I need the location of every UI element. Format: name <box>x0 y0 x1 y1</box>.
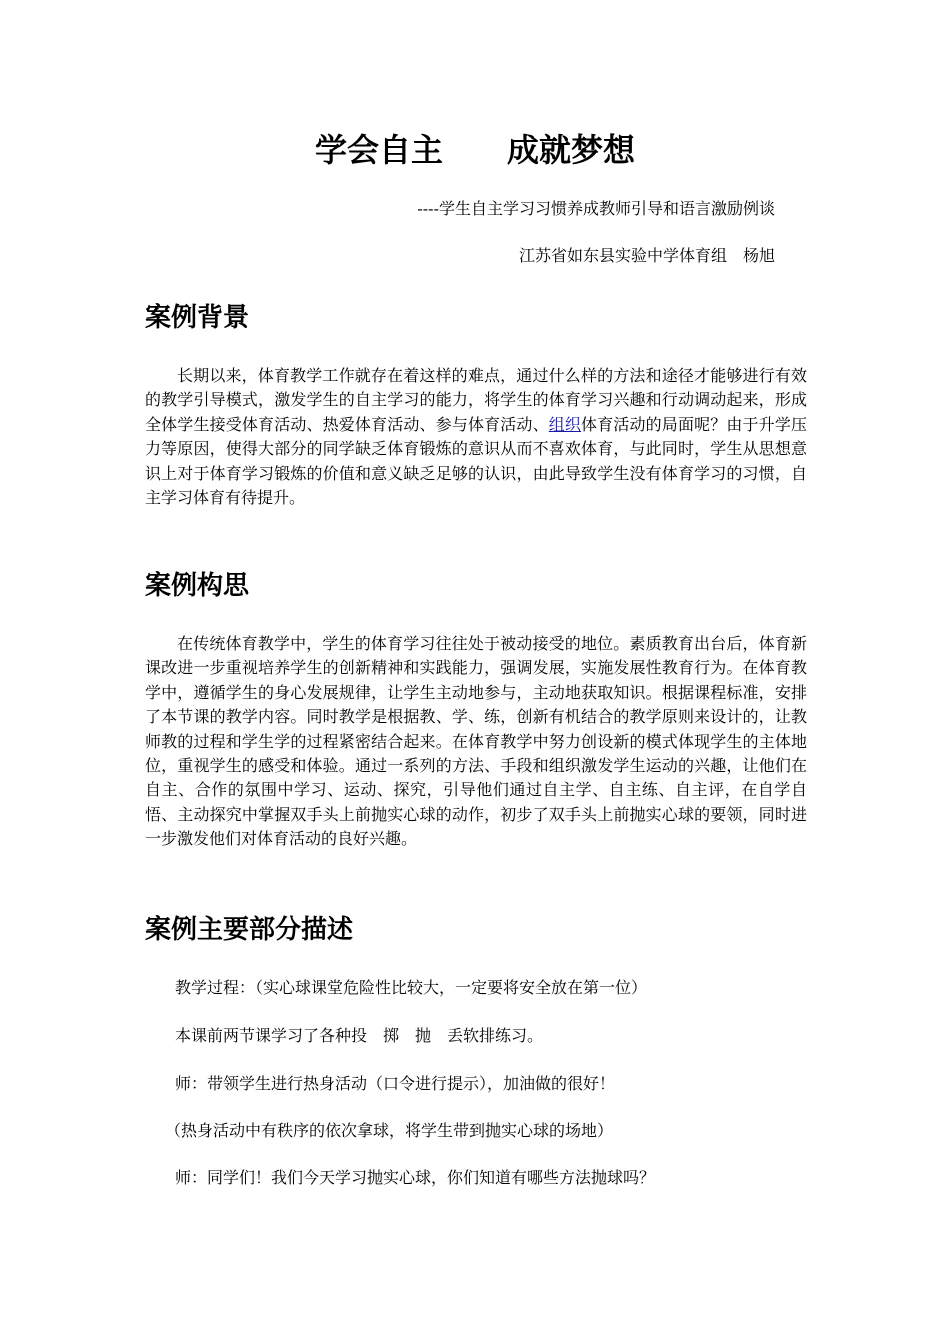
description-line: 教学过程：（实心球课堂危险性比较大，一定要将安全放在第一位） <box>175 978 648 997</box>
description-line: （热身活动中有秩序的依次拿球，将学生带到抛实心球的场地） <box>165 1121 614 1140</box>
organize-link[interactable]: 组织 <box>548 414 582 434</box>
section-heading-description: 案例主要部分描述 <box>145 915 354 945</box>
section-heading-background: 案例背景 <box>145 303 250 333</box>
document-author: 江苏省如东县实验中学体育组 杨旭 <box>518 246 775 265</box>
description-line: 师：带领学生进行热身活动（口令进行提示），加油做的很好！ <box>175 1074 616 1093</box>
document-title: 学会自主 成就梦想 <box>314 131 635 169</box>
description-line: 本课前两节课学习了各种投 掷 抛 丢软排练习。 <box>175 1026 544 1045</box>
paragraph-text: 体育活动的局面呢？由于升学压力等原因，使得大部分的同学缺乏体育锻炼的意识从而不喜欢体育，与此同时，学生从思想意识上对于体育学习锻炼的价值和意义缺乏足够的认识，由此导致学生没有体育学习的习惯，自主学习体育有待提升。 <box>145 414 807 508</box>
document-subtitle: ----学生自主学习习惯养成教师引导和语言激励例谈 <box>417 199 775 218</box>
section-paragraph-background <box>145 364 807 510</box>
section-paragraph-concept: 在传统体育教学中，学生的体育学习往往处于被动接受的地位。素质教育出台后，体育新课改进一步重视培养学生的创新精神和实践能力，强调发展，实施发展性教育行为。在体育教学中，遵循学生的身心发展规律，让学生主动地参与，主动地获取知识。根据课程标准，安排了本节课的教学内容。同时教学是根据教、学、练，创新有机结合的教学原则来设计的，让教师教的过程和学生学的过程紧密结合起来。在体育教学中努力创设新的模式体现学生的主体地位，重视学生的感受和体验。通过一系列的方法、手段和组织激发学生运动的兴趣，让他们在自主、合作的氛围中学习、运动、探究，引导他们通过自主学、自主练、自主评，在自学自悟、主动探究中掌握双手头上前抛实心球的动作，初步了双手头上前抛实心球的要领，同时进一步激发他们对体育活动的良好兴趣。 <box>145 634 807 849</box>
description-line: 师：同学们！我们今天学习抛实心球，你们知道有哪些方法抛球吗？ <box>175 1168 656 1187</box>
paragraph-text: 长期以来，体育教学工作就存在着这样的难点，通过什么样的方法和途径才能够进行有效的教学引导模式，激发学生的自主学习的能力，将学生的体育学习兴趣和行动调动起来，形成全体学生接受体育活动、热爱体育活动、参与体育活动、 <box>145 366 807 434</box>
section-heading-concept: 案例构思 <box>145 571 250 601</box>
